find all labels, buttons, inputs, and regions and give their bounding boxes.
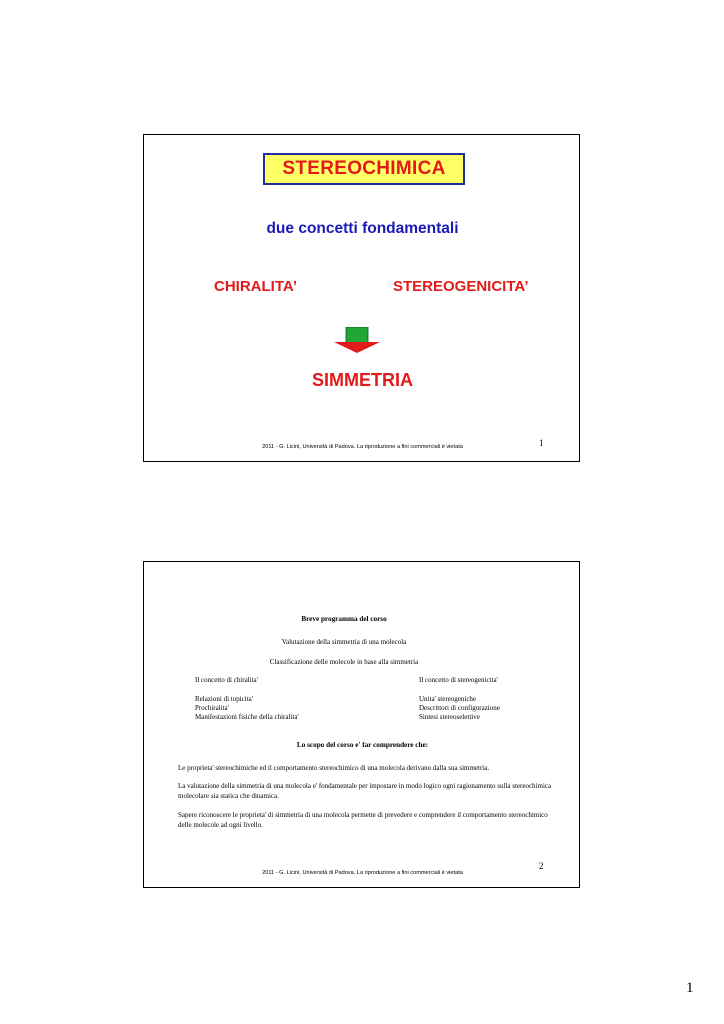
slide-page-number: 2 <box>539 861 544 871</box>
program-heading: Breve programma del corso <box>301 615 387 623</box>
program-line-1: Valutazione della simmetria di una molecola <box>281 638 407 646</box>
list-item: Prochiralita' <box>195 704 229 712</box>
right-column-title: Il concetto di stereogenicita' <box>419 676 498 684</box>
result-symmetry: SIMMETRIA <box>312 370 413 390</box>
page-number: 1 <box>686 980 694 996</box>
title-box <box>263 153 465 185</box>
slide-footer: 2011 - G. Licini, Università di Padova. La riproduzione a fini commerciali è vietata <box>262 870 463 876</box>
list-item: Sintesi stereoselettive <box>419 713 480 721</box>
left-column-list <box>195 695 299 722</box>
program-line-2: Classificazione delle molecole in base alla simmetria <box>269 658 419 666</box>
right-column-list <box>419 695 500 722</box>
list-item: Manifestazioni fisiche della chiralita' <box>195 713 299 721</box>
slide-1 <box>143 134 580 462</box>
slide-subtitle: due concetti fondamentali <box>266 220 459 237</box>
list-item: Descrittori di configurazione <box>419 704 500 712</box>
concept-stereogenicity: STEREOGENICITA’ <box>393 278 529 295</box>
left-column-title: Il concetto di chiralita' <box>195 676 258 684</box>
slide-footer: 2011 - G. Licini, Università di Padova. La riproduzione a fini commerciali è vietata <box>262 444 463 450</box>
slide-2 <box>143 561 580 888</box>
slide-title: STEREOCHIMICA <box>282 158 446 179</box>
goal-heading: Lo scopo del corso e' far comprendere che: <box>296 741 429 749</box>
down-arrow-icon <box>334 327 380 353</box>
slide-page-number: 1 <box>539 438 544 448</box>
list-item: Relazioni di topicita' <box>195 695 254 703</box>
paragraph: La valutazione della simmetria di una molecola e' fondamentale per impostare in modo logico ogni ragionamento sulla stereochimica molecolare sia statica che dinamica. <box>178 782 552 800</box>
concept-chirality: CHIRALITA’ <box>214 278 298 295</box>
list-item: Unita' stereogeniche <box>419 695 477 703</box>
paragraph: Le proprieta' stereochimiche ed il comportamento stereochimico di una molecola derivano dalla sua simmetria. <box>178 764 490 772</box>
paragraph: Sapere riconoscere le proprieta' di simmetria di una molecola permette di prevedere e comprendere il comportamento stereochimico delle molecole ad ogni livello. <box>178 811 548 829</box>
